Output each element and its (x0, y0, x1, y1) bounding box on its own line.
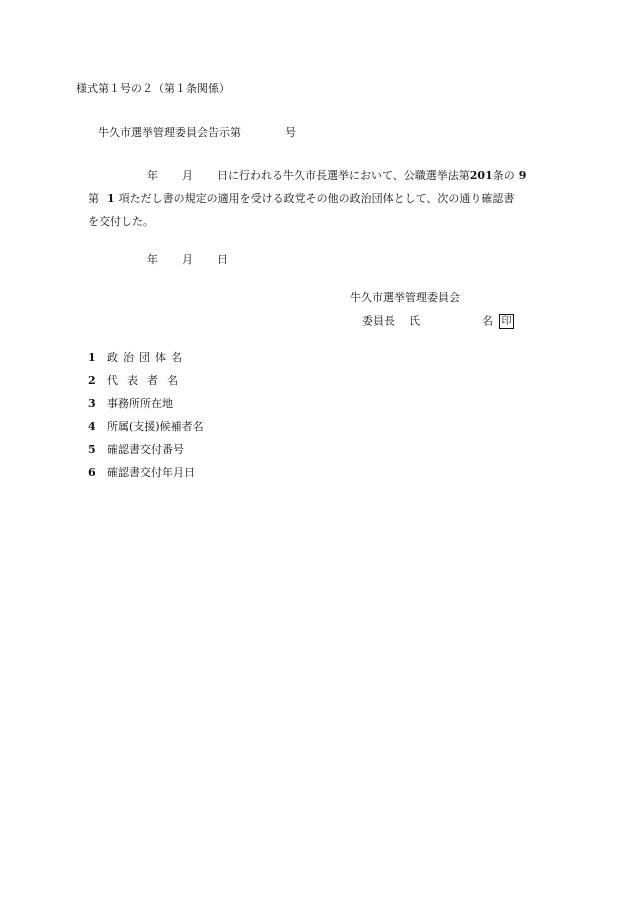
item-label: 所属(支援)候補者名 (107, 420, 204, 433)
body-paragraph-line-2 (88, 192, 514, 206)
list-item (88, 374, 204, 397)
para-line2-rest: 項ただし書の規定の適用を受ける政党その他の政治団体として、次の通り確認書 (118, 192, 515, 205)
body-paragraph-line-3: を交付した。 (88, 215, 154, 228)
body-paragraph-line-1 (147, 169, 526, 183)
list-item (88, 351, 204, 374)
list-item (88, 397, 204, 420)
list-item (88, 420, 204, 443)
chair-shi: 氏 (409, 314, 420, 328)
chair-signature-line (362, 314, 514, 329)
item-number: 5 (88, 443, 96, 456)
item-label: 政治団体名 (107, 351, 187, 364)
chair-title: 委員長 (362, 314, 395, 328)
chair-mei: 名 (482, 314, 493, 328)
item-label: 確認書交付番号 (107, 443, 184, 456)
item-label: 確認書交付年月日 (107, 466, 195, 479)
para-line2-num: 1 (107, 192, 115, 205)
item-label: 事務所所在地 (107, 397, 173, 410)
article-number: 201 (469, 169, 493, 182)
item-number: 3 (88, 397, 96, 410)
list-item (88, 443, 204, 466)
para-year: 年 (147, 169, 158, 182)
item-label: 代表者名 (107, 374, 187, 387)
date-line (147, 253, 228, 267)
seal-box: 印 (499, 314, 514, 329)
item-number: 6 (88, 466, 96, 479)
date-month: 月 (182, 253, 193, 266)
committee-name: 牛久市選挙管理委員会 (350, 291, 460, 304)
date-year: 年 (147, 253, 158, 266)
paragraph-number: 9 (518, 169, 527, 182)
form-title: 様式第１号の２（第１条関係） (76, 82, 230, 95)
notice-prefix: 牛久市選挙管理委員会告示第 (98, 126, 241, 139)
item-list (88, 351, 204, 489)
date-day: 日 (217, 253, 228, 266)
list-item (88, 466, 204, 489)
notice-number-line (98, 126, 296, 140)
para-line2-dai: 第 (88, 192, 99, 205)
item-number: 1 (88, 351, 96, 364)
para-month: 月 (182, 169, 193, 182)
item-number: 4 (88, 420, 96, 433)
article-mid: 条の (492, 169, 515, 182)
notice-suffix: 号 (285, 126, 296, 139)
para-day-rest: 日に行われる牛久市長選挙において、公職選挙法第 (217, 169, 470, 182)
item-number: 2 (88, 374, 96, 387)
